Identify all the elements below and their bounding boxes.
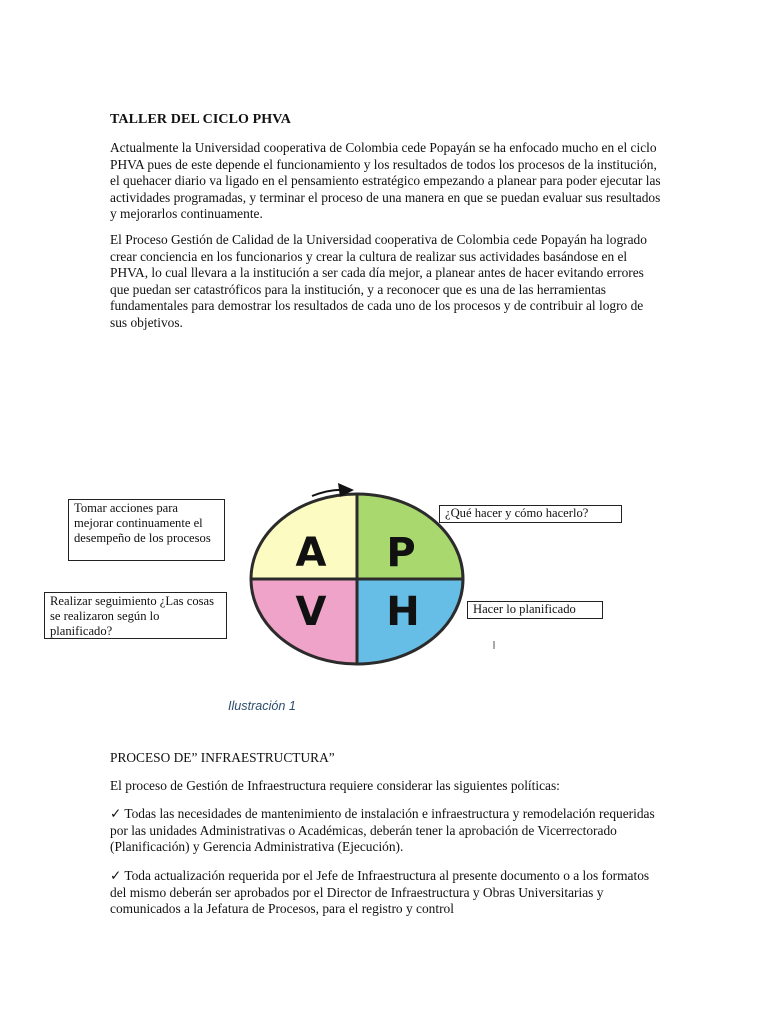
figure-caption: Ilustración 1 <box>228 699 296 713</box>
quadrant-p-letter: P <box>386 530 416 576</box>
intro-paragraph: Actualmente la Universidad cooperativa de Colombia cede Popayán se ha enfocado mucho en el ciclo PHVA pues de este depende el funcionamiento y los resultados de todos los procesos de la institución, el quehacer diario va ligado en el pensamiento estratégico empezando a planear para poder ejecutar las actividades programadas, y terminar el proceso de una manera en que se puedan evaluar sus resultados y mejorarlos continuamente. <box>110 140 661 222</box>
document-title: TALLER DEL CICLO PHVA <box>110 112 291 127</box>
quadrant-h-letter: H <box>386 589 420 635</box>
policy-item-1: ✓ Todas las necesidades de mantenimiento de instalación e infraestructura y remodelación requeridas por las unidades Administrativas o Académicas, deberán tener la aprobación de Vicerrectorado (Planificación) y Gerencia Administrativa (Ejecución). <box>110 806 655 855</box>
policy-item-2: ✓ Toda actualización requerida por el Jefe de Infraestructura al presente documento o a los formatos del mismo deberán ser aprobados por el Director de Infraestructura y Obras Universitarias y comunicados a la Jefatura de Procesos, para el registro y control <box>110 868 650 917</box>
act-callout: Tomar acciones para mejorar continuamente el desempeño de los procesos <box>68 499 225 561</box>
section-heading: PROCESO DE” INFRAESTRUCTURA” <box>110 750 335 765</box>
check-callout: Realizar seguimiento ¿Las cosas se realizaron según lo planificado? <box>44 592 227 639</box>
quadrant-v-letter: V <box>295 589 327 635</box>
policies-intro-paragraph: El proceso de Gestión de Infraestructura requiere considerar las siguientes políticas: <box>110 778 560 793</box>
quality-process-paragraph: El Proceso Gestión de Calidad de la Universidad cooperativa de Colombia cede Popayán ha logrado crear conciencia en los funcionarios y crear la cultura de realizar sus actividades basándose en el PHVA, lo cual llevara a la institución a ser cada día mejor, a planear antes de hacer evitando errores que puedan ser catastróficos para la institución, y a reconocer que es una de las herramientas fundamentales para demostrar los resultados de cada uno de los procesos y de contribuir al logro de sus objetivos. <box>110 232 647 330</box>
do-callout: Hacer lo planificado <box>467 601 603 619</box>
plan-callout: ¿Qué hacer y cómo hacerlo? <box>439 505 622 523</box>
quadrant-a-letter: A <box>295 530 327 576</box>
